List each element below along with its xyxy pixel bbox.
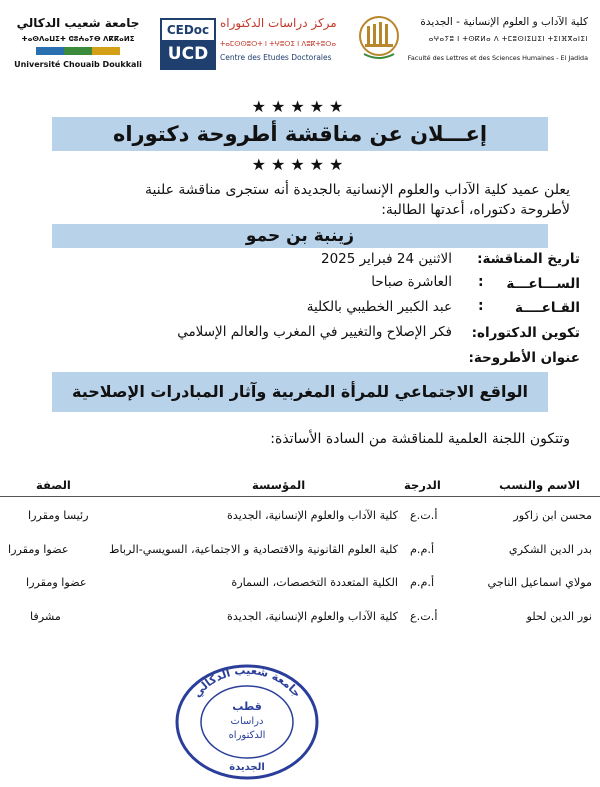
intro-line-1: يعلن عميد كلية الآداب والعلوم الإنسانية بالجديدة أنه ستجرى مناقشة علنية bbox=[144, 182, 570, 198]
university-name-arabic: جامعة شعيب الدكالي bbox=[16, 16, 140, 30]
faculty-name-french: Faculté des Lettres et des Sciences Humaines - El Jadida bbox=[407, 54, 588, 62]
thesis-label: عنوان الأطروحة: bbox=[468, 350, 580, 366]
member-institution: كلية الآداب والعلوم الإنسانية، الجديدة bbox=[226, 509, 398, 522]
header-grade: الدرجة bbox=[404, 478, 441, 492]
member-grade: أ.م.م bbox=[410, 576, 435, 589]
university-logo bbox=[8, 14, 148, 72]
time-label: الســـاعـــة bbox=[506, 276, 580, 292]
student-name: زينبة بن حمو bbox=[52, 224, 548, 248]
faculty-name-arabic: كلية الآداب و العلوم الإنسانية - الجديدة bbox=[420, 16, 588, 28]
member-grade: أ.ت.ع bbox=[410, 509, 438, 522]
member-institution: الكلية المتعددة التخصصات، السمارة bbox=[231, 576, 398, 589]
faculty-name-tifinagh: ⴰⵖⴰⵢⵓ ⵏ ⵜⵙⴽⵍⴰ ⴷ ⵜⵎⵓⵙⵏⵉⵡⵉⵏ ⵜⵉⵏⴼⴳⴰⵏⵉⵏ bbox=[428, 35, 588, 43]
hall-value: عبد الكبير الخطيبي بالكلية bbox=[306, 299, 452, 315]
svg-text:جامعة شعيب الدكالي: جامعة شعيب الدكالي bbox=[190, 663, 304, 700]
member-institution: كلية الآداب والعلوم الإنسانية، الجديدة bbox=[226, 610, 398, 623]
member-role: رئيسا ومقررا bbox=[28, 509, 89, 522]
cedoc-name-tifinagh: ⵜⴰⵎⵙⵙⵓⵔⵜ ⵏ ⵜⵖⵓⵔⵉ ⵏ ⴷⵓⴽⵜⵓⵔⴰ bbox=[220, 40, 336, 48]
member-role: مشرفا bbox=[30, 610, 61, 623]
committee-intro: وتتكون اللجنة العلمية للمناقشة من السادة الأساتذة: bbox=[270, 431, 570, 447]
date-value: الاثنين 24 فبراير 2025 bbox=[321, 251, 452, 267]
header-institution: المؤسسة bbox=[252, 478, 306, 492]
svg-text:الجديدة: الجديدة bbox=[229, 762, 265, 773]
university-name-tifinagh: ⵜⴰⵙⴷⴰⵡⵉⵜ ⵛⵓⵄⴰⵢⴱ ⴷⴽⴽⴰⵍⵉ bbox=[21, 35, 135, 43]
member-grade: أ.ت.ع bbox=[410, 610, 438, 623]
member-name: مولاي اسماعيل الناجي bbox=[487, 576, 592, 589]
stars-bottom: ★★★★★ bbox=[251, 155, 349, 174]
member-name: محسن ابن زاكور bbox=[513, 509, 592, 522]
header-name: الاسم والنسب bbox=[499, 478, 580, 492]
intro-line-2: لأطروحة دكتوراه، أعدتها الطالبة: bbox=[381, 202, 570, 218]
faculty-logo bbox=[358, 14, 588, 70]
member-role: عضوا ومقررا bbox=[26, 576, 87, 589]
member-institution: كلية العلوم القانونية والاقتصادية و الاجتماعية، السويسي-الرباط bbox=[109, 543, 398, 556]
time-colon: : bbox=[478, 274, 484, 290]
university-name-french: Université Chouaib Doukkali bbox=[14, 60, 142, 69]
stars-top: ★★★★★ bbox=[251, 97, 349, 116]
cedoc-name-arabic: مركز دراسات الدكتوراه bbox=[220, 16, 337, 30]
svg-text:الدكتوراه: الدكتوراه bbox=[228, 730, 266, 741]
hall-label: القـاعــــة bbox=[515, 300, 580, 316]
announcement-title: إعـــلان عن مناقشة أطروحة دكتوراه bbox=[52, 117, 548, 151]
faculty-emblem-icon bbox=[358, 14, 400, 62]
hall-colon: : bbox=[478, 298, 484, 314]
header-role: الصفة bbox=[36, 478, 71, 492]
date-label: تاريخ المناقشة: bbox=[477, 251, 580, 267]
ucd-badge bbox=[160, 18, 216, 70]
thesis-title: الواقع الاجتماعي للمرأة المغربية وآثار المبادرات الإصلاحية bbox=[52, 372, 548, 412]
ucd-badge-top: CEDoc bbox=[162, 20, 214, 40]
ucd-badge-bottom: UCD bbox=[162, 40, 214, 68]
svg-text:قطب: قطب bbox=[232, 700, 262, 713]
cedoc-name-french: Centre des Etudes Doctorales bbox=[220, 53, 332, 62]
university-stripe-icon bbox=[36, 47, 120, 55]
member-name: نور الدين لحلو bbox=[526, 610, 592, 623]
time-value: العاشرة صباحا bbox=[371, 274, 452, 290]
member-name: بدر الدين الشكري bbox=[508, 543, 592, 556]
svg-text:دراسات: دراسات bbox=[230, 716, 264, 727]
member-grade: أ.م.م bbox=[410, 543, 435, 556]
official-stamp-icon bbox=[172, 662, 322, 780]
program-label: تكوين الدكتوراه: bbox=[471, 325, 580, 341]
cedoc-logo bbox=[160, 14, 340, 72]
member-role: عضوا ومقررا bbox=[8, 543, 69, 556]
table-divider bbox=[0, 496, 600, 497]
program-value: فكر الإصلاح والتغيير في المغرب والعالم الإسلامي bbox=[177, 324, 452, 340]
